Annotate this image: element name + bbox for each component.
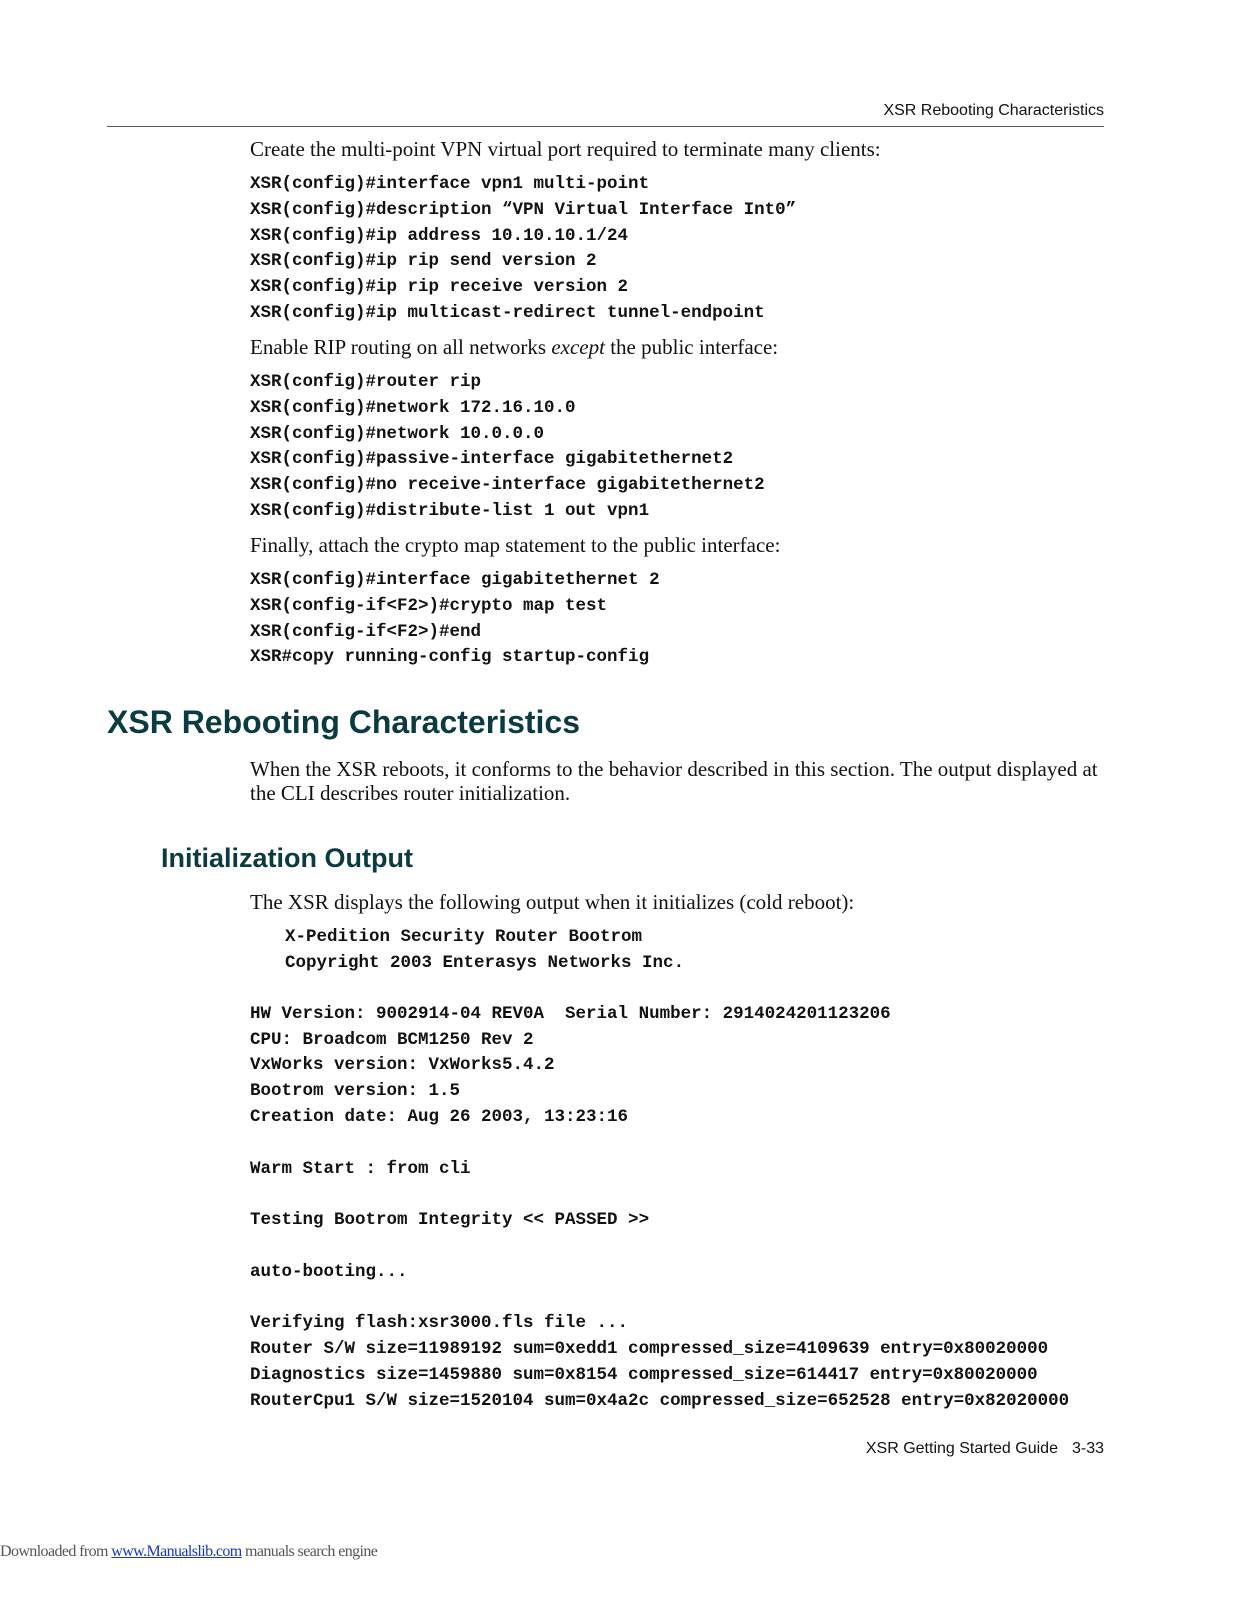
- rip-text-after: the public interface:: [604, 335, 779, 359]
- header-rule: [107, 126, 1104, 127]
- footer-page-number: 3-33: [1071, 1440, 1104, 1457]
- code-line: Creation date: Aug 26 2003, 13:23:16: [250, 1106, 629, 1127]
- code-line: XSR(config)#network 172.16.10.0: [250, 397, 576, 418]
- code-line: Verifying flash:xsr3000.fls file ...: [250, 1313, 629, 1334]
- code-line: [250, 1286, 1069, 1312]
- crypto-config-code: [250, 568, 660, 671]
- code-line: VxWorks version: VxWorks5.4.2: [250, 1055, 555, 1076]
- running-header: XSR Rebooting Characteristics: [883, 102, 1104, 119]
- manualslib-link[interactable]: www.Manualslib.com: [111, 1543, 242, 1560]
- boot-banner-code: [285, 925, 684, 977]
- rip-text-before: Enable RIP routing on all networks: [250, 335, 552, 359]
- code-line: Warm Start : from cli: [250, 1158, 471, 1179]
- rip-text-emphasis: except: [551, 335, 605, 359]
- rip-intro-text: [250, 335, 1110, 359]
- footer-guide-name: XSR Getting Started Guide: [865, 1440, 1058, 1457]
- subsection-title: Initialization Output: [161, 843, 413, 873]
- download-prefix: Downloaded from: [0, 1543, 112, 1560]
- code-line: [250, 1234, 1069, 1260]
- boot-output-code: [250, 976, 1069, 1415]
- code-line: Diagnostics size=1459880 sum=0x8154 compressed_size=614417 entry=0x80020000: [250, 1364, 1038, 1385]
- code-line: CPU: Broadcom BCM1250 Rev 2: [250, 1029, 534, 1050]
- crypto-intro-text: Finally, attach the crypto map statement to the public interface:: [250, 533, 781, 557]
- code-line: Router S/W size=11989192 sum=0xedd1 compressed_size=4109639 entry=0x80020000: [250, 1339, 1049, 1360]
- code-line: auto-booting...: [250, 1261, 408, 1282]
- code-line: XSR(config-if<F2>)#end: [250, 621, 482, 642]
- code-line: HW Version: 9002914-04 REV0A Serial Number: 2914024201123206: [250, 1003, 891, 1024]
- download-suffix: manuals search engine: [241, 1543, 378, 1560]
- code-line: XSR(config)#no receive-interface gigabitethernet2: [250, 475, 765, 496]
- code-line: XSR(config-if<F2>)#crypto map test: [250, 595, 608, 616]
- code-line: [250, 976, 1069, 1002]
- code-line: XSR(config)#network 10.0.0.0: [250, 423, 545, 444]
- code-line: XSR(config)#ip rip send version 2: [250, 251, 597, 272]
- page-footer: [866, 1440, 1104, 1458]
- code-line: XSR(config)#interface vpn1 multi-point: [250, 174, 650, 194]
- code-line: XSR#copy running-config startup-config: [250, 647, 650, 668]
- code-line: XSR(config)#distribute-list 1 out vpn1: [250, 500, 650, 521]
- code-line: XSR(config)#passive-interface gigabitethernet2: [250, 449, 734, 470]
- code-line: [250, 1131, 1069, 1157]
- vpn-config-code: [250, 172, 796, 327]
- download-notice: [0, 1543, 377, 1561]
- code-line: XSR(config)#interface gigabitethernet 2: [250, 570, 660, 590]
- vpn-intro-text: Create the multi-point VPN virtual port required to terminate many clients:: [250, 137, 881, 161]
- code-line: XSR(config)#description “VPN Virtual Interface Int0”: [250, 199, 797, 220]
- code-line: RouterCpu1 S/W size=1520104 sum=0x4a2c compressed_size=652528 entry=0x82020000: [250, 1390, 1070, 1411]
- section-title: XSR Rebooting Characteristics: [107, 704, 580, 740]
- code-line: Copyright 2003 Enterasys Networks Inc.: [285, 952, 685, 973]
- subsection-body: The XSR displays the following output when it initializes (cold reboot):: [250, 890, 855, 914]
- code-line: XSR(config)#router rip: [250, 372, 482, 392]
- code-line: XSR(config)#ip rip receive version 2: [250, 277, 629, 298]
- code-line: [250, 1182, 1069, 1208]
- rip-config-code: [250, 370, 765, 525]
- code-line: XSR(config)#ip multicast-redirect tunnel-endpoint: [250, 302, 765, 323]
- code-line: Testing Bootrom Integrity << PASSED >>: [250, 1210, 650, 1231]
- code-line: X-Pedition Security Router Bootrom: [285, 927, 643, 947]
- section-body: When the XSR reboots, it conforms to the behavior described in this section. The output displayed at the CLI describes router initialization.: [250, 757, 1098, 805]
- code-line: XSR(config)#ip address 10.10.10.1/24: [250, 225, 629, 246]
- code-line: Bootrom version: 1.5: [250, 1081, 461, 1102]
